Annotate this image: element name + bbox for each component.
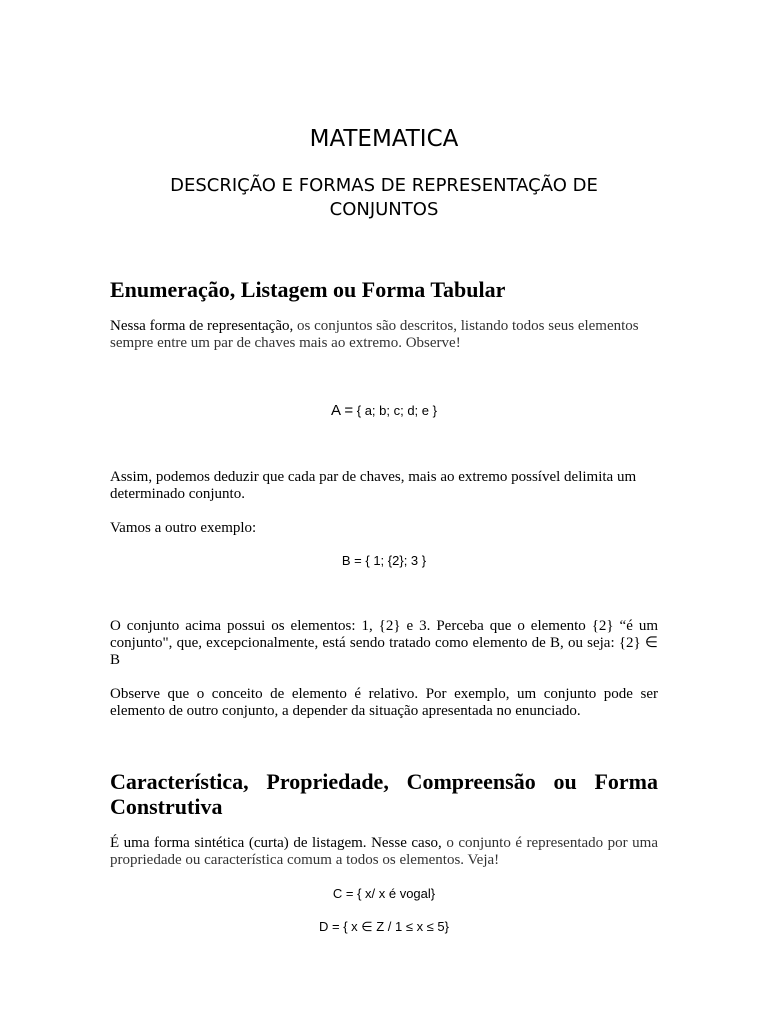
- section-heading-enumeracao: Enumeração, Listagem ou Forma Tabular: [110, 277, 506, 302]
- paragraph-caracteristica-intro-body: o conjunto é representado por uma propriedade ou característica comum a todos os elementos. Veja!: [110, 835, 658, 868]
- paragraph-enumeracao-intro-lead: Nessa forma de representação,: [110, 318, 297, 334]
- paragraph-enumeracao-intro-body: os conjuntos são descritos, listando todos seus elementos sempre entre um par de chaves mais ao extremo. Observe!: [110, 318, 639, 351]
- document-subtitle: DESCRIÇÃO E FORMAS DE REPRESENTAÇÃO DE CONJUNTOS: [170, 175, 598, 220]
- paragraph-caracteristica-intro-lead: É uma forma sintética (curta) de listagem. Nesse caso,: [110, 835, 447, 851]
- formula-set-a: [0, 402, 768, 419]
- formula-set-d: D = { x ∈ Z / 1 ≤ x ≤ 5}: [319, 919, 449, 934]
- paragraph-observe: Observe que o conceito de elemento é relativo. Por exemplo, um conjunto pode ser elemento de outro conjunto, a depender da situação apresentada no enunciado.: [110, 686, 658, 719]
- formula-set-b: B = { 1; {2}; 3 }: [341, 553, 427, 568]
- paragraph-caracteristica-intro: [110, 835, 658, 869]
- formula-set-a-tail: { a; b; c; d; e }: [353, 403, 437, 418]
- section-heading-caracteristica: Característica, Propriedade, Compreensão ou Forma Construtiva: [110, 769, 658, 819]
- paragraph-conjunto-acima: O conjunto acima possui os elementos: 1, {2} e 3. Perceba que o elemento {2} “é um conjunto", que, excepcionalmente, está sendo tratado como elemento de B, ou seja: {2} ∈ B: [110, 618, 658, 668]
- document-title: MATEMATICA: [309, 126, 459, 152]
- formula-set-c: C = { x/ x é vogal}: [332, 886, 436, 901]
- paragraph-assim: Assim, podemos deduzir que cada par de chaves, mais ao extremo possível delimita um determinado conjunto.: [110, 469, 637, 502]
- paragraph-enumeracao-intro: [110, 318, 658, 352]
- formula-set-a-head: A =: [331, 402, 354, 419]
- paragraph-vamos: Vamos a outro exemplo:: [110, 520, 257, 536]
